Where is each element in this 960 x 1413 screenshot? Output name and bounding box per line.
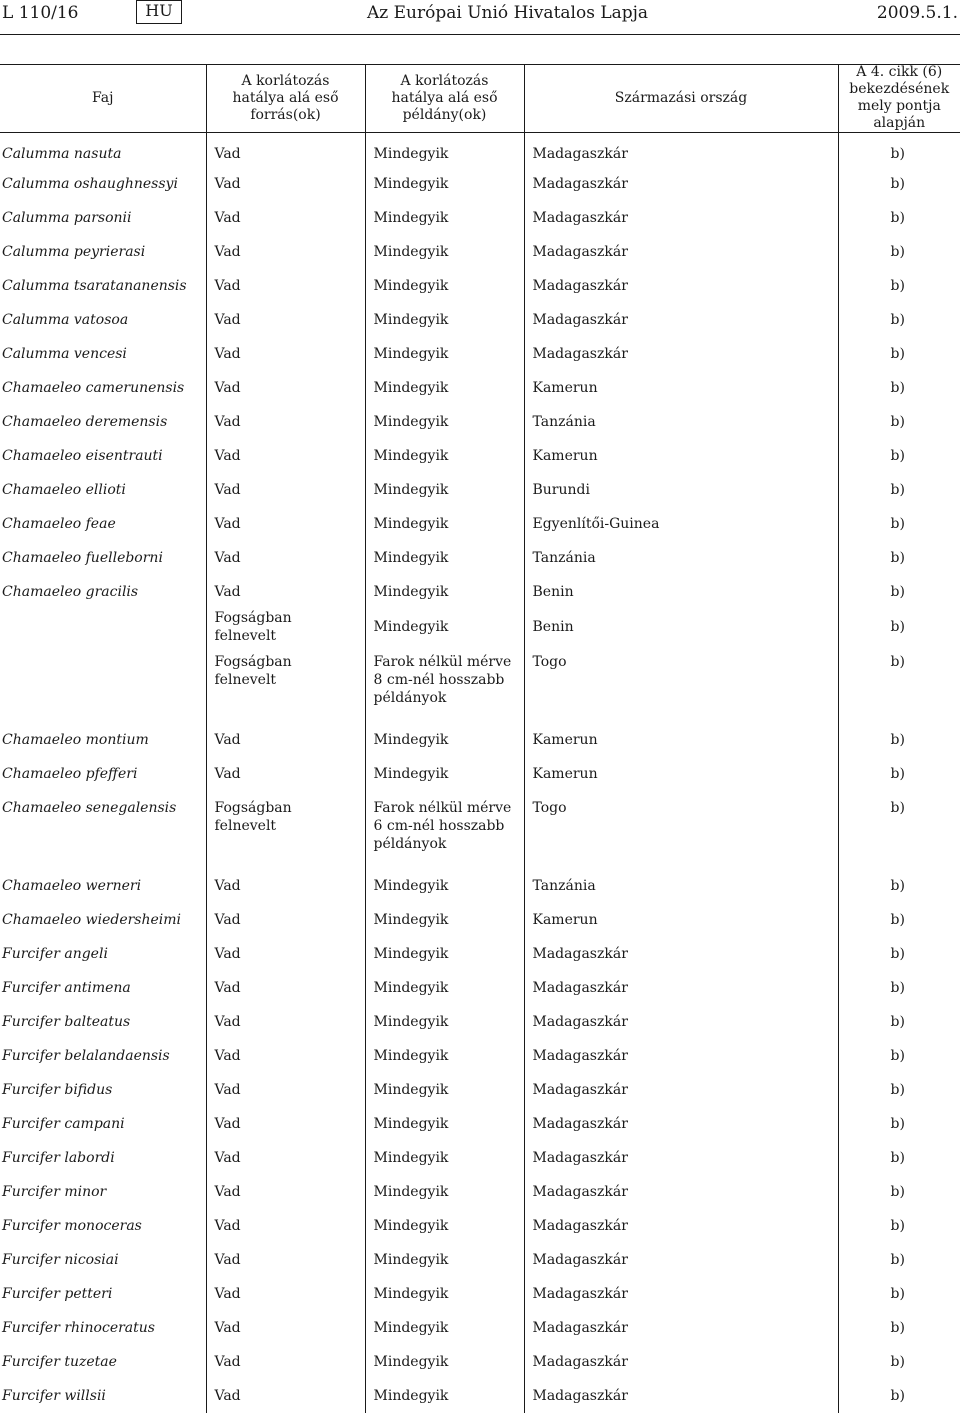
cell-specimens: Mindegyik <box>365 937 524 971</box>
cell-legal-point: b) <box>838 1277 960 1311</box>
cell-source: Vad <box>206 1039 365 1073</box>
cell-specimens: Mindegyik <box>365 1311 524 1345</box>
cell-source: Vad <box>206 439 365 473</box>
cell-country: Madagaszkár <box>524 1107 838 1141</box>
cell-species: Calumma peyrierasi <box>0 235 206 269</box>
cell-country: Kamerun <box>524 439 838 473</box>
header-rule <box>0 34 960 35</box>
cell-country: Madagaszkár <box>524 1141 838 1175</box>
table-body <box>0 133 960 1413</box>
cell-species: Furcifer minor <box>0 1175 206 1209</box>
table-row <box>0 1277 960 1311</box>
table-row <box>0 167 960 201</box>
cell-species: Chamaeleo ellioti <box>0 473 206 507</box>
table-row <box>0 937 960 971</box>
cell-source: Fogságban felnevelt <box>206 645 365 723</box>
cell-species: Furcifer willsii <box>0 1379 206 1413</box>
cell-specimens: Mindegyik <box>365 1005 524 1039</box>
cell-country: Madagaszkár <box>524 269 838 303</box>
cell-species: Calumma vencesi <box>0 337 206 371</box>
cell-country: Madagaszkár <box>524 971 838 1005</box>
table-row <box>0 473 960 507</box>
table-row <box>0 723 960 757</box>
cell-source: Vad <box>206 757 365 791</box>
table-row <box>0 303 960 337</box>
cell-specimens: Mindegyik <box>365 971 524 1005</box>
cell-country: Togo <box>524 791 838 869</box>
column-header-species: Faj <box>0 64 206 133</box>
table-row <box>0 439 960 473</box>
cell-source: Vad <box>206 133 365 168</box>
cell-country: Madagaszkár <box>524 1073 838 1107</box>
cell-country: Madagaszkár <box>524 937 838 971</box>
cell-country: Madagaszkár <box>524 1039 838 1073</box>
cell-legal-point: b) <box>838 1243 960 1277</box>
cell-source: Fogságban felnevelt <box>206 609 365 645</box>
cell-country: Madagaszkár <box>524 133 838 168</box>
table-row <box>0 575 960 609</box>
cell-specimens: Mindegyik <box>365 201 524 235</box>
cell-specimens: Mindegyik <box>365 1039 524 1073</box>
cell-specimens: Mindegyik <box>365 439 524 473</box>
cell-specimens: Mindegyik <box>365 869 524 903</box>
cell-species: Furcifer tuzetae <box>0 1345 206 1379</box>
cell-species: Chamaeleo camerunensis <box>0 371 206 405</box>
cell-species: Furcifer bifidus <box>0 1073 206 1107</box>
cell-legal-point: b) <box>838 757 960 791</box>
cell-species: Furcifer antimena <box>0 971 206 1005</box>
cell-source: Vad <box>206 473 365 507</box>
cell-legal-point: b) <box>838 1311 960 1345</box>
cell-specimens: Mindegyik <box>365 723 524 757</box>
cell-legal-point: b) <box>838 971 960 1005</box>
table-row <box>0 757 960 791</box>
cell-country: Tanzánia <box>524 869 838 903</box>
cell-country: Madagaszkár <box>524 167 838 201</box>
cell-source: Vad <box>206 541 365 575</box>
cell-species: Furcifer belalandaensis <box>0 1039 206 1073</box>
cell-specimens: Mindegyik <box>365 1277 524 1311</box>
column-header-legal-point: A 4. cikk (6) bekezdésének mely pontja alapján <box>838 64 960 133</box>
publication-date: 2009.5.1. <box>877 3 958 23</box>
cell-species: Furcifer campani <box>0 1107 206 1141</box>
cell-legal-point: b) <box>838 201 960 235</box>
cell-legal-point: b) <box>838 1379 960 1413</box>
cell-specimens: Mindegyik <box>365 269 524 303</box>
cell-legal-point: b) <box>838 1209 960 1243</box>
cell-source: Vad <box>206 723 365 757</box>
cell-source: Vad <box>206 937 365 971</box>
cell-specimens: Mindegyik <box>365 1379 524 1413</box>
cell-species: Furcifer angeli <box>0 937 206 971</box>
cell-legal-point: b) <box>838 1005 960 1039</box>
cell-legal-point: b) <box>838 167 960 201</box>
cell-legal-point: b) <box>838 337 960 371</box>
cell-source: Vad <box>206 167 365 201</box>
cell-species: Calumma parsonii <box>0 201 206 235</box>
cell-species: Chamaeleo werneri <box>0 869 206 903</box>
cell-country: Madagaszkár <box>524 337 838 371</box>
cell-specimens: Mindegyik <box>365 1107 524 1141</box>
cell-country: Madagaszkár <box>524 1311 838 1345</box>
cell-source: Vad <box>206 1141 365 1175</box>
cell-source: Vad <box>206 1345 365 1379</box>
table-row <box>0 1379 960 1413</box>
table-row <box>0 507 960 541</box>
cell-species: Furcifer labordi <box>0 1141 206 1175</box>
cell-species: Furcifer balteatus <box>0 1005 206 1039</box>
table-row <box>0 791 960 869</box>
cell-legal-point: b) <box>838 1073 960 1107</box>
cell-specimens: Mindegyik <box>365 473 524 507</box>
table-row <box>0 1209 960 1243</box>
cell-country: Tanzánia <box>524 541 838 575</box>
cell-specimens: Mindegyik <box>365 507 524 541</box>
cell-legal-point: b) <box>838 609 960 645</box>
table-row <box>0 1141 960 1175</box>
cell-species: Furcifer rhinoceratus <box>0 1311 206 1345</box>
cell-specimens: Mindegyik <box>365 371 524 405</box>
journal-title: Az Európai Unió Hivatalos Lapja <box>367 3 648 23</box>
cell-legal-point: b) <box>838 791 960 869</box>
cell-country: Tanzánia <box>524 405 838 439</box>
table-row <box>0 133 960 168</box>
cell-source: Vad <box>206 1107 365 1141</box>
cell-legal-point: b) <box>838 473 960 507</box>
cell-legal-point: b) <box>838 1107 960 1141</box>
cell-species: Chamaeleo gracilis <box>0 575 206 609</box>
cell-legal-point: b) <box>838 903 960 937</box>
cell-legal-point: b) <box>838 371 960 405</box>
table-row <box>0 1175 960 1209</box>
cell-specimens: Mindegyik <box>365 1345 524 1379</box>
cell-source: Vad <box>206 201 365 235</box>
cell-source: Fogságban felnevelt <box>206 791 365 869</box>
cell-species: Chamaeleo eisentrauti <box>0 439 206 473</box>
cell-legal-point: b) <box>838 937 960 971</box>
cell-source: Vad <box>206 1175 365 1209</box>
cell-country: Madagaszkár <box>524 1175 838 1209</box>
cell-country: Kamerun <box>524 723 838 757</box>
cell-specimens: Mindegyik <box>365 1243 524 1277</box>
cell-legal-point: b) <box>838 1039 960 1073</box>
cell-species: Furcifer nicosiai <box>0 1243 206 1277</box>
cell-source: Vad <box>206 1379 365 1413</box>
cell-specimens: Mindegyik <box>365 405 524 439</box>
cell-source: Vad <box>206 971 365 1005</box>
cell-source: Vad <box>206 337 365 371</box>
cell-species: Chamaeleo fuelleborni <box>0 541 206 575</box>
table-row <box>0 371 960 405</box>
cell-legal-point: b) <box>838 1175 960 1209</box>
cell-source: Vad <box>206 269 365 303</box>
cell-country: Kamerun <box>524 371 838 405</box>
cell-source: Vad <box>206 1311 365 1345</box>
cell-source: Vad <box>206 1005 365 1039</box>
cell-specimens: Mindegyik <box>365 303 524 337</box>
cell-source: Vad <box>206 1277 365 1311</box>
table-row <box>0 903 960 937</box>
cell-source: Vad <box>206 903 365 937</box>
cell-legal-point: b) <box>838 645 960 723</box>
table-row <box>0 645 960 723</box>
page-number: L 110/16 <box>2 3 79 23</box>
cell-specimens: Farok nélkül mérve 6 cm-nél hosszabb példányok <box>365 791 524 869</box>
cell-species: Calumma vatosoa <box>0 303 206 337</box>
cell-legal-point: b) <box>838 507 960 541</box>
table-row <box>0 541 960 575</box>
cell-specimens: Mindegyik <box>365 337 524 371</box>
table-header-row <box>0 64 960 133</box>
cell-country: Kamerun <box>524 903 838 937</box>
cell-species <box>0 609 206 645</box>
cell-source: Vad <box>206 405 365 439</box>
cell-species <box>0 645 206 723</box>
cell-source: Vad <box>206 303 365 337</box>
cell-specimens: Mindegyik <box>365 235 524 269</box>
cell-country: Madagaszkár <box>524 1345 838 1379</box>
cell-country: Madagaszkár <box>524 1379 838 1413</box>
column-header-country: Származási ország <box>524 64 838 133</box>
cell-legal-point: b) <box>838 133 960 168</box>
cell-legal-point: b) <box>838 1141 960 1175</box>
cell-specimens: Mindegyik <box>365 903 524 937</box>
table-row <box>0 1073 960 1107</box>
cell-source: Vad <box>206 507 365 541</box>
cell-species: Chamaeleo deremensis <box>0 405 206 439</box>
cell-species: Calumma tsaratananensis <box>0 269 206 303</box>
cell-species: Calumma oshaughnessyi <box>0 167 206 201</box>
table-row <box>0 1345 960 1379</box>
cell-country: Kamerun <box>524 757 838 791</box>
cell-species: Chamaeleo feae <box>0 507 206 541</box>
cell-source: Vad <box>206 869 365 903</box>
table-row <box>0 337 960 371</box>
cell-specimens: Mindegyik <box>365 133 524 168</box>
language-badge: HU <box>136 0 182 24</box>
cell-country: Benin <box>524 575 838 609</box>
cell-source: Vad <box>206 235 365 269</box>
cell-species: Furcifer monoceras <box>0 1209 206 1243</box>
cell-legal-point: b) <box>838 541 960 575</box>
cell-country: Burundi <box>524 473 838 507</box>
table-row <box>0 201 960 235</box>
page-header <box>0 0 960 34</box>
cell-specimens: Mindegyik <box>365 167 524 201</box>
cell-legal-point: b) <box>838 235 960 269</box>
table-row <box>0 269 960 303</box>
cell-specimens: Mindegyik <box>365 541 524 575</box>
cell-country: Madagaszkár <box>524 1005 838 1039</box>
column-header-specimens: A korlátozás hatálya alá eső példány(ok) <box>365 64 524 133</box>
column-header-source: A korlátozás hatálya alá eső forrás(ok) <box>206 64 365 133</box>
cell-specimens: Mindegyik <box>365 1175 524 1209</box>
cell-specimens: Mindegyik <box>365 1209 524 1243</box>
cell-legal-point: b) <box>838 269 960 303</box>
cell-specimens: Mindegyik <box>365 757 524 791</box>
cell-source: Vad <box>206 1209 365 1243</box>
table-row <box>0 1005 960 1039</box>
cell-legal-point: b) <box>838 303 960 337</box>
table-row <box>0 235 960 269</box>
cell-legal-point: b) <box>838 869 960 903</box>
cell-country: Togo <box>524 645 838 723</box>
table-row <box>0 971 960 1005</box>
cell-specimens: Mindegyik <box>365 575 524 609</box>
species-table <box>0 64 960 1413</box>
cell-legal-point: b) <box>838 1345 960 1379</box>
cell-country: Madagaszkár <box>524 201 838 235</box>
cell-legal-point: b) <box>838 575 960 609</box>
table-row <box>0 1243 960 1277</box>
cell-legal-point: b) <box>838 439 960 473</box>
cell-country: Madagaszkár <box>524 1243 838 1277</box>
cell-species: Chamaeleo pfefferi <box>0 757 206 791</box>
cell-country: Madagaszkár <box>524 303 838 337</box>
cell-species: Calumma nasuta <box>0 133 206 168</box>
table-row <box>0 1311 960 1345</box>
cell-country: Benin <box>524 609 838 645</box>
cell-source: Vad <box>206 1073 365 1107</box>
cell-species: Furcifer petteri <box>0 1277 206 1311</box>
table-row <box>0 869 960 903</box>
cell-country: Egyenlítői-Guinea <box>524 507 838 541</box>
cell-species: Chamaeleo wiedersheimi <box>0 903 206 937</box>
cell-specimens: Farok nélkül mérve 8 cm-nél hosszabb példányok <box>365 645 524 723</box>
cell-source: Vad <box>206 1243 365 1277</box>
cell-specimens: Mindegyik <box>365 1141 524 1175</box>
cell-specimens: Mindegyik <box>365 1073 524 1107</box>
cell-country: Madagaszkár <box>524 235 838 269</box>
table-row <box>0 1039 960 1073</box>
cell-legal-point: b) <box>838 405 960 439</box>
cell-specimens: Mindegyik <box>365 609 524 645</box>
cell-source: Vad <box>206 575 365 609</box>
cell-country: Madagaszkár <box>524 1277 838 1311</box>
cell-species: Chamaeleo senegalensis <box>0 791 206 869</box>
cell-legal-point: b) <box>838 723 960 757</box>
table-row <box>0 609 960 645</box>
cell-source: Vad <box>206 371 365 405</box>
cell-species: Chamaeleo montium <box>0 723 206 757</box>
table-row <box>0 405 960 439</box>
cell-country: Madagaszkár <box>524 1209 838 1243</box>
table-row <box>0 1107 960 1141</box>
